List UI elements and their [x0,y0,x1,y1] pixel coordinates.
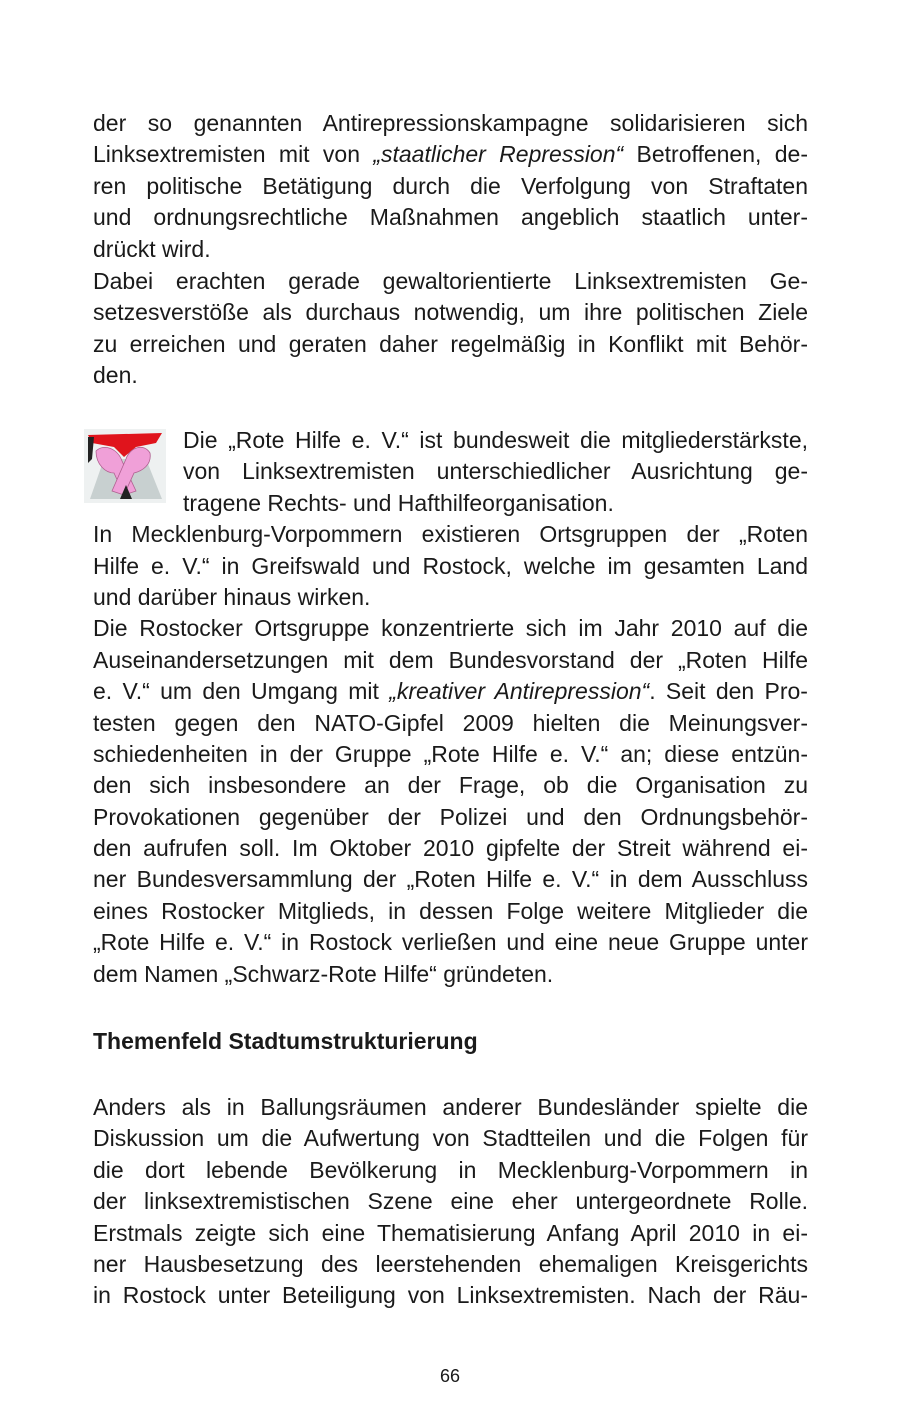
text-line: der linksextremistischen Szene eine eher untergeordnete Rolle. [93,1188,808,1215]
text-line: Anders als in Ballungsräumen anderer Bundesländer spielte die [93,1094,808,1120]
text-line: Die Rostocker Ortsgruppe konzentrierte sich im Jahr 2010 auf die [93,615,808,642]
text-line: Dabei erachten gerade gewaltorientierte Linksextremisten Ge- [93,268,808,294]
text-line: den sich insbesondere an der Frage, ob die Organisation zu [93,772,808,799]
text-line: der so genannten Antirepressionskampagne solidarisieren sich [93,110,808,136]
paragraph [93,1092,808,1312]
text-line: dem Namen „Schwarz-Rote Hilfe“ gründeten. [93,960,554,987]
text-line: den aufrufen soll. Im Oktober 2010 gipfelte der Streit während ei- [93,835,808,862]
text-segment: Betroffenen, de- [623,141,808,168]
page-number: 66 [439,1366,461,1386]
text-line: Die „Rote Hilfe e. V.“ ist bundesweit die mitgliederstärkste, [183,427,808,453]
text-line: Provokationen gegenüber der Polizei und den Ordnungsbehör- [93,803,808,830]
text-line: zu erreichen und geraten daher regelmäßig in Konflikt mit Behör- [93,330,808,357]
text-line: setzesverstöße als durchaus notwendig, um ihre politischen Ziele [93,299,808,326]
text-line: drückt wird. [93,235,211,262]
section-heading: Themenfeld Stadtumstrukturierung [93,1028,478,1054]
text-line: von Linksextremisten unterschiedlicher Ausrichtung ge- [183,458,808,485]
text-segment: . Seit den Pro- [649,678,808,705]
text-line: in Rostock unter Beteiligung von Linksextremisten. Nach der Räu- [93,1282,808,1309]
text-line [93,139,808,170]
text-line: Auseinandersetzungen mit dem Bundesvorstand der „Roten Hilfe [93,646,808,673]
text-line: In Mecklenburg-Vorpommern existieren Ortsgruppen der „Roten [93,521,808,548]
text-line: und ordnungsrechtliche Maßnahmen angeblich staatlich unter- [93,204,808,231]
text-line: eines Rostocker Mitglieds, in dessen Folge weitere Mitglieder die [93,897,808,924]
text-line: den. [93,362,138,389]
text-segment: e. V.“ um den Umgang mit [93,678,390,705]
text-line: schiedenheiten in der Gruppe „Rote Hilfe e. V.“ an; diese entzün- [93,740,808,767]
text-line: ner Hausbesetzung des leerstehenden ehemaligen Kreisgerichts [93,1250,808,1277]
text-line: die dort lebende Bevölkerung in Mecklenburg-Vorpommern in [93,1156,808,1183]
text-line: testen gegen den NATO-Gipfel 2009 hielten die Meinungsver- [93,709,808,736]
text-line: ner Bundesversammlung der „Roten Hilfe e. V.“ in dem Ausschluss [93,866,808,893]
text-line: tragene Rechts- und Hafthilfeorganisation. [183,489,614,516]
text-line: Diskussion um die Aufwertung von Stadtteilen und die Folgen für [93,1125,808,1152]
paragraph [93,425,808,990]
text-line: „Rote Hilfe e. V.“ in Rostock verließen und eine neue Gruppe unter [93,929,808,956]
text-line: ren politische Betätigung durch die Verfolgung von Straftaten [93,172,808,199]
text-line: Erstmals zeigte sich eine Thematisierung Anfang April 2010 in ei- [93,1219,808,1246]
italic-quote: „staatlicher Repression“ [373,141,624,168]
text-line [93,676,808,707]
text-line: und darüber hinaus wirken. [93,583,371,610]
italic-quote: „kreativer Antirepression“ [389,678,650,705]
text-segment: Linksextremisten mit von [93,141,374,168]
paragraph [93,108,808,265]
paragraph [93,266,808,392]
text-line: Hilfe e. V.“ in Greifswald und Rostock, welche im gesamten Land [93,552,808,579]
